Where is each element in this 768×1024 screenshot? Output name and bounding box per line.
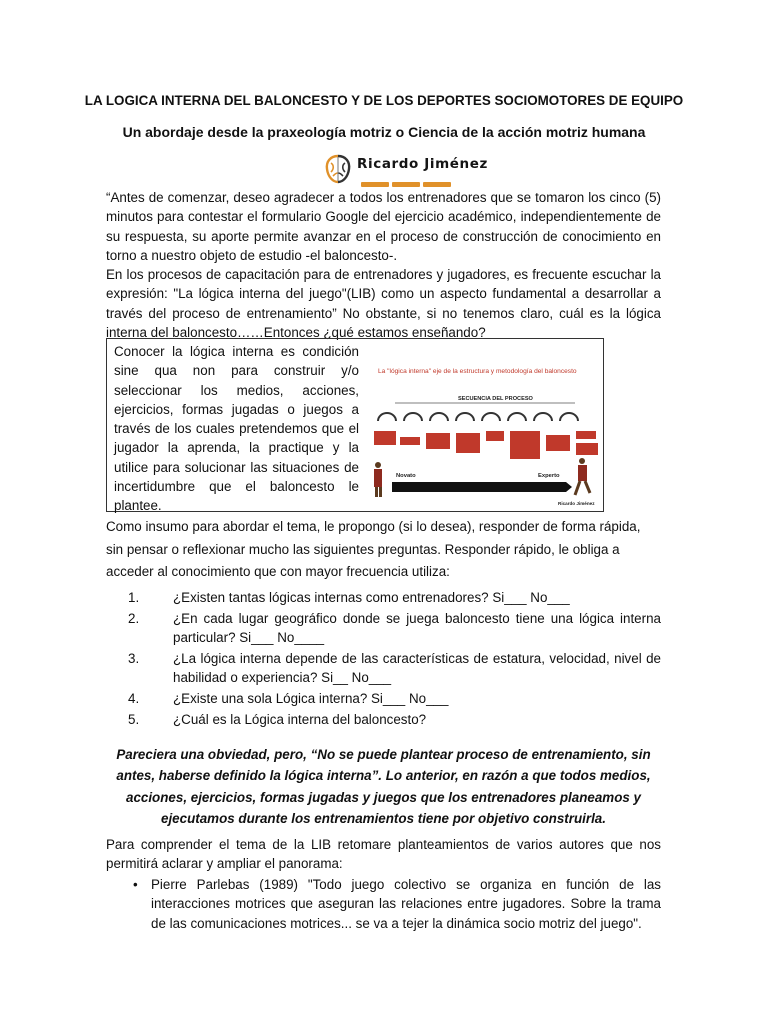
document-subtitle: Un abordaje desde la praxeología motriz o Ciencia de la acción motriz humana (122, 124, 646, 140)
intro-paragraph: “Antes de comenzar, deseo agradecer a todos los entrenadores que se tomaron los cinco (5) minutos para contestar el formulario Google del ejercicio académico, independientemente de su respuesta, su aporte permite avanzar en el proceso de construcción de conocimiento en torno a nuestro objeto de estudio -el baloncesto-. (106, 190, 661, 263)
question-item (106, 689, 661, 709)
process-diagram (370, 343, 601, 509)
question-item (106, 588, 661, 608)
process-figure (370, 343, 601, 509)
question-number: 2. (128, 610, 140, 626)
novice-label: Novato (396, 473, 416, 479)
question-text: ¿Cuál es la Lógica interna del baloncesto? (173, 711, 427, 727)
question-item (106, 649, 661, 688)
bullet-item (106, 875, 661, 933)
author-logo (323, 153, 488, 185)
insumo-paragraph: Como insumo para abordar el tema, le propongo (si lo desea), responder de forma rápida, sin pensar o reflexionar mucho las siguientes preguntas. Responder rápido, le obliga a acceder al conocimiento que con mayor frecuencia utiliza: (106, 519, 641, 579)
novice-player (374, 462, 382, 497)
highlight-quote: Pareciera una obviedad, pero, “No se puede plantear proceso de entrenamiento, sin antes, haberse definido la lógica interna”. Lo anterior, en razón a que todos medios, acciones, ejercicios, formas jugadas y juegos que los entrenadores planeamos y ejecutamos durante los entrenamientos tiene por objetivo construirla. (116, 747, 651, 827)
figure-title: La "lógica interna" eje de la estructura y metodología del baloncesto (378, 368, 577, 375)
expert-label: Experto (538, 473, 560, 479)
question-number: 1. (128, 590, 140, 605)
document-title: LA LOGICA INTERNA DEL BALONCESTO Y DE LOS DEPORTES SOCIOMOTORES DE EQUIPO (84, 93, 684, 108)
bullet-text: Pierre Parlebas (1989) "Todo juego colectivo se organiza en función de las interacciones motrices que aseguran las relaciones entre jugadores. Sobre la trama de las comunicaciones motrices... se va a tejer la dinámica socio motriz del juego". (151, 877, 661, 931)
expert-player (575, 458, 590, 495)
question-number: 5. (128, 711, 140, 727)
logo-wordmark: Ricardo Jiménez (357, 156, 488, 172)
question-list (106, 588, 661, 730)
brain-basketball-icon (323, 153, 353, 185)
progress-arrow (392, 482, 572, 492)
sequence-arches (378, 413, 578, 421)
bullet-symbol: • (133, 877, 138, 892)
second-paragraph: En los procesos de capacitación para de entrenadores y jugadores, es frecuente escuchar la expresión: "La lógica interna del juego"(LIB) como un aspecto fundamental a desarrollar a través del proceso de entrenamiento” No obstante, si no tenemos claro, cuál es la lógica interna del baloncesto……Entonces ¿qué estamos enseñando? (106, 267, 661, 340)
question-number: 4. (128, 690, 140, 706)
question-text: ¿La lógica interna depende de las características de estatura, velocidad, nivel de habilidad o experiencia? Si__ No___ (173, 650, 661, 686)
boxed-section (106, 338, 604, 512)
lib-paragraph: Para comprender el tema de la LIB retomare planteamientos de varios autores que nos permitirá aclarar y ampliar el panorama: (106, 837, 661, 872)
question-number: 3. (128, 650, 140, 666)
figure-brand: Ricardo Jiménez (558, 501, 595, 506)
question-text: ¿Existen tantas lógicas internas como entrenadores? Si___ No___ (173, 590, 570, 605)
question-item (106, 609, 661, 648)
logo-underline (361, 174, 459, 180)
boxed-text: Conocer la lógica interna es condición sine qua non para construir y/o seleccionar los medios, acciones, ejercicios, formas jugadas o juegos a través de los cuales pretendemos que el jugador la aprenda, la practique y la utilice para solucionar las situaciones de incertidumbre que el baloncesto le plantee. (114, 344, 359, 514)
sequence-label: SECUENCIA DEL PROCESO (458, 396, 533, 402)
question-item (106, 710, 661, 730)
question-text: ¿Existe una sola Lógica interna? Si___ No___ (173, 690, 449, 706)
sequence-boxes (374, 431, 598, 459)
question-text: ¿En cada lugar geográfico donde se juega baloncesto tiene una lógica interna particular? Si___ No____ (173, 610, 661, 646)
